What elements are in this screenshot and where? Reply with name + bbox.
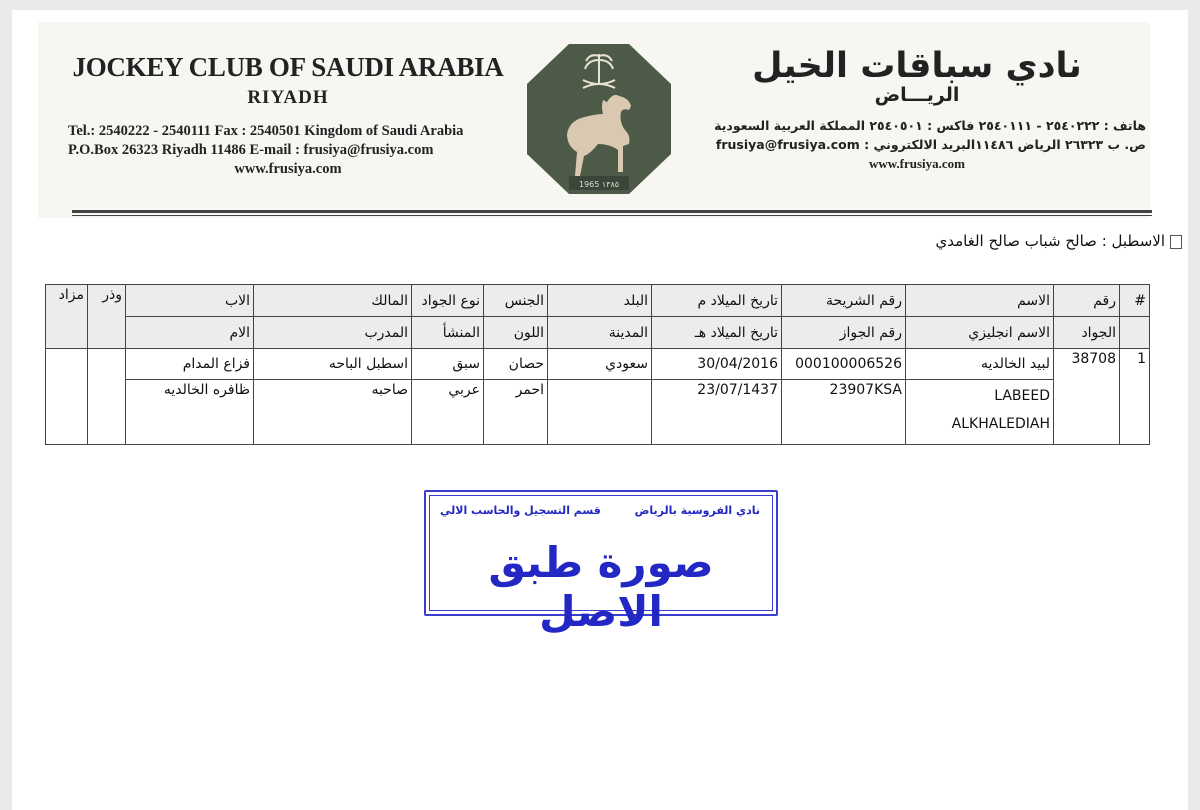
col-index-header: #	[1120, 285, 1150, 317]
club-name-arabic: نادي سباقات الخيل	[752, 46, 1082, 86]
col-name-header: الاسم	[906, 285, 1054, 317]
wathr-value	[88, 349, 126, 445]
table-header-row-1	[46, 285, 1150, 317]
header-rule-thin	[72, 215, 1152, 216]
horse-type: سبق	[412, 349, 484, 380]
stable-text: الاسطبل : صالح شباب صالح الغامدي	[935, 232, 1165, 250]
horse-table	[45, 284, 1150, 445]
col-birth-g-header: تاريخ الميلاد م	[652, 285, 782, 317]
stamp-club-name: نادي الفروسية بالرياض	[634, 504, 760, 517]
col-trainer-header: المدرب	[254, 317, 412, 349]
row-index: 1	[1120, 349, 1150, 445]
col-type-header: نوع الجواد	[412, 285, 484, 317]
col-country-header: البلد	[548, 285, 652, 317]
col-origin-header: المنشأ	[412, 317, 484, 349]
col-color-header: اللون	[484, 317, 548, 349]
letterhead-arabic	[688, 46, 1146, 172]
city-english: RIYADH	[247, 87, 329, 108]
passport-number: 23907KSA	[782, 380, 906, 445]
auction-value	[46, 349, 88, 445]
col-city-header: المدينة	[548, 317, 652, 349]
contact-line-english-2: P.O.Box 26323 Riyadh 11486 E-mail : frusiya@frusiya.com	[68, 142, 434, 158]
club-name-english: JOCKEY CLUB OF SAUDI ARABIA	[72, 52, 504, 82]
col-horse-no-header-2: الجواد	[1054, 317, 1120, 349]
sire: فزاع المدام	[126, 349, 254, 380]
birth-date-gregorian: 30/04/2016	[652, 349, 782, 380]
contact-line-arabic-1: هاتف : ٢٥٤٠٢٢٢ - ٢٥٤٠١١١ فاكس : ٢٥٤٠٥٠١ المملكة العربية السعودية	[714, 118, 1146, 133]
col-owner-header: المالك	[254, 285, 412, 317]
horse-name-english: LABEED ALKHALEDIAH	[906, 380, 1054, 445]
svg-text:1965 ١٣٨٥: 1965 ١٣٨٥	[578, 180, 620, 189]
letterhead-english	[68, 52, 508, 178]
contact-line-english-1: Tel.: 2540222 - 2540111 Fax : 2540501 Kingdom of Saudi Arabia	[68, 123, 464, 139]
stamp-main-text: صورة طبق الاصل	[488, 538, 714, 636]
website-arabic: www.frusiya.com	[868, 156, 966, 171]
certified-copy-stamp	[424, 490, 778, 636]
document-page	[12, 10, 1188, 810]
col-sire-header: الاب	[126, 285, 254, 317]
origin: عربي	[412, 380, 484, 445]
col-auction-header: مزاد	[46, 285, 88, 349]
col-passport-header: رقم الجواز	[782, 317, 906, 349]
col-sex-header: الجنس	[484, 285, 548, 317]
col-wathr-header: وذر	[88, 285, 126, 349]
stamp-department: قسم التسجيل والحاسب الالي	[440, 504, 601, 517]
club-logo	[523, 40, 675, 198]
chip-number: 000100006526	[782, 349, 906, 380]
city	[548, 380, 652, 445]
checkbox-icon	[1170, 235, 1182, 249]
stable-line	[902, 232, 1182, 250]
table-row	[46, 349, 1150, 380]
col-chip-header: رقم الشريحة	[782, 285, 906, 317]
horse-name: لبيد الخالديه	[906, 349, 1054, 380]
col-name-en-header: الاسم انجليزي	[906, 317, 1054, 349]
table-row	[46, 380, 1150, 445]
owner: اسطبل الباحه	[254, 349, 412, 380]
table-header-row-2	[46, 317, 1150, 349]
website-english: www.frusiya.com	[234, 161, 342, 177]
color: احمر	[484, 380, 548, 445]
dam: ظافره الخالديه	[126, 380, 254, 445]
letterhead	[38, 22, 1150, 218]
col-horse-no-header: رقم	[1054, 285, 1120, 317]
contact-line-arabic-2: ص. ب ٢٦٣٢٣ الرياض ١١٤٨٦البريد الالكتروني : frusiya@frusiya.com	[715, 137, 1146, 152]
horse-number: 38708	[1054, 349, 1120, 445]
col-dam-header: الام	[126, 317, 254, 349]
country: سعودي	[548, 349, 652, 380]
header-rule	[72, 210, 1152, 213]
trainer: صاحبه	[254, 380, 412, 445]
sex: حصان	[484, 349, 548, 380]
city-arabic: الريـــاض	[874, 84, 960, 106]
col-birth-h-header: تاريخ الميلاد هـ	[652, 317, 782, 349]
birth-date-hijri: 23/07/1437	[652, 380, 782, 445]
